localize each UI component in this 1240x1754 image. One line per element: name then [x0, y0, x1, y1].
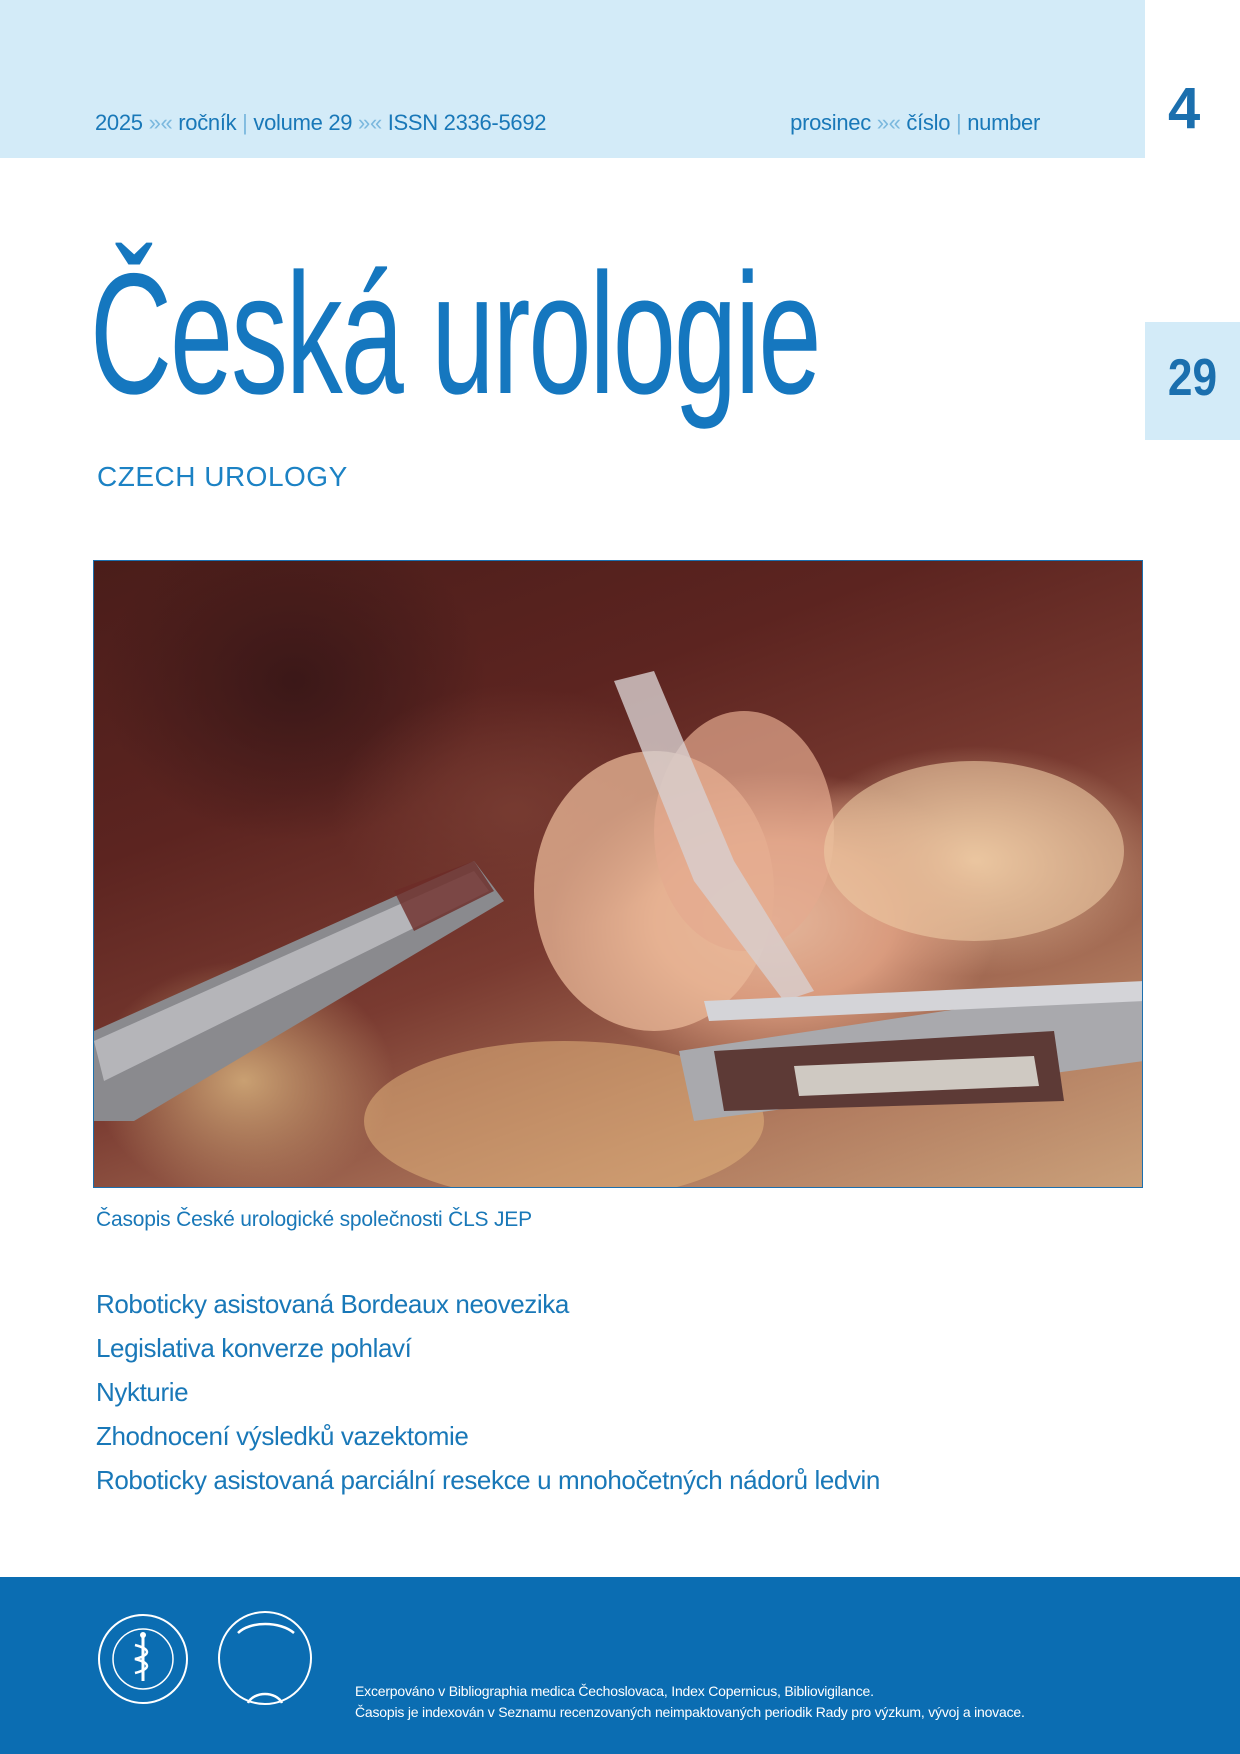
article-item: Roboticky asistovaná parciální resekce u mnohočetných nádorů ledvin [96, 1465, 880, 1495]
volume-label: ročník [178, 110, 237, 135]
separator: »« [148, 110, 173, 135]
issn: ISSN 2336-5692 [387, 110, 547, 135]
indexing-line: Excerpováno v Bibliographia medica Čechoslovaca, Index Copernicus, Bibliovigilance. [355, 1683, 874, 1699]
separator: »« [876, 110, 901, 135]
separator: »« [358, 110, 382, 135]
journal-title: Česká urologie [90, 238, 820, 430]
cus-logo [210, 1603, 320, 1713]
year: 2025 [95, 110, 143, 135]
divider: | [242, 110, 248, 135]
article-item: Roboticky asistovaná Bordeaux neovezika [96, 1289, 569, 1319]
volume-box [1145, 322, 1240, 440]
month: prosinec [790, 110, 871, 135]
indexing-line: Časopis je indexován v Seznamu recenzovaných neimpaktovaných periodik Rady pro výzkum, vývoj a inovace. [355, 1704, 1025, 1720]
journal-subtitle: CZECH UROLOGY [97, 461, 348, 492]
header-band [0, 0, 1145, 158]
issue-number: 4 [1168, 76, 1201, 141]
article-item: Nykturie [96, 1377, 189, 1407]
issue-en-label: number [967, 110, 1040, 135]
article-item: Zhodnocení výsledků vazektomie [96, 1421, 469, 1451]
article-list [96, 1282, 880, 1502]
journal-caption: Časopis České urologické společnosti ČLS JEP [96, 1208, 532, 1231]
issue-label: číslo [906, 110, 951, 135]
article-item: Legislativa konverze pohlaví [96, 1333, 412, 1363]
volume-en-label: volume 29 [253, 110, 353, 135]
cover-photo-surgery [93, 560, 1143, 1188]
divider: | [955, 110, 962, 135]
indexing-note [355, 1681, 1025, 1723]
cls-jep-logo [97, 1613, 189, 1705]
issue-meta-left [95, 110, 546, 136]
surgical-scene-illustration [94, 561, 1143, 1188]
issue-meta-right [790, 110, 1040, 136]
volume-number: 29 [1167, 349, 1218, 407]
